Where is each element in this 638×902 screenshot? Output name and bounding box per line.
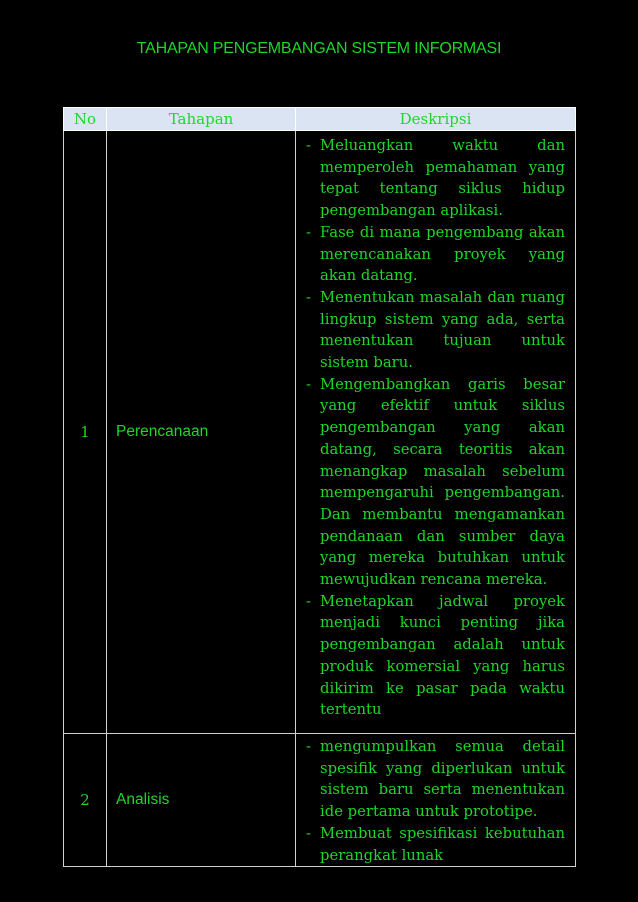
list-item: - Menentukan masalah dan ruang lingkup sistem yang ada, serta menentukan tujuan untuk sistem baru.	[306, 287, 565, 374]
list-item: - Fase di mana pengembang akan merencanakan proyek yang akan datang.	[306, 222, 565, 287]
table-row	[64, 131, 576, 734]
stage-description	[296, 734, 576, 867]
row-number: 2	[64, 734, 107, 867]
stage-description	[296, 131, 576, 734]
list-item: - Menetapkan jadwal proyek menjadi kunci penting jika pengembangan adalah untuk produk komersial yang harus dikirim ke pasar pada waktu tertentu	[306, 591, 565, 721]
stage-name: Perencanaan	[107, 131, 296, 734]
table-row	[64, 734, 576, 867]
list-item: - Meluangkan waktu dan memperoleh pemahaman yang tepat tentang siklus hidup pengembangan aplikasi.	[306, 135, 565, 222]
table-header-row	[64, 108, 576, 131]
header-no: No	[64, 108, 107, 131]
description-list	[306, 135, 565, 721]
list-item: - mengumpulkan semua detail spesifik yang diperlukan untuk sistem baru serta menentukan ide pertama untuk prototipe.	[306, 736, 565, 823]
list-item: - Mengembangkan garis besar yang efektif untuk siklus pengembangan yang akan datang, secara teoritis akan menangkap masalah sebelum mempengaruhi pengembangan. Dan membantu mengamankan pendanaan dan sumber daya yang mereka butuhkan untuk mewujudkan rencana mereka.	[306, 374, 565, 591]
row-number: 1	[64, 131, 107, 734]
header-tahapan: Tahapan	[107, 108, 296, 131]
stages-table	[63, 107, 576, 867]
stage-name: Analisis	[107, 734, 296, 867]
list-item: - Membuat spesifikasi kebutuhan perangkat lunak	[306, 823, 565, 866]
description-list	[306, 736, 565, 866]
document-title: TAHAPAN PENGEMBANGAN SISTEM INFORMASI	[136, 40, 502, 57]
header-deskripsi: Deskripsi	[296, 108, 576, 131]
